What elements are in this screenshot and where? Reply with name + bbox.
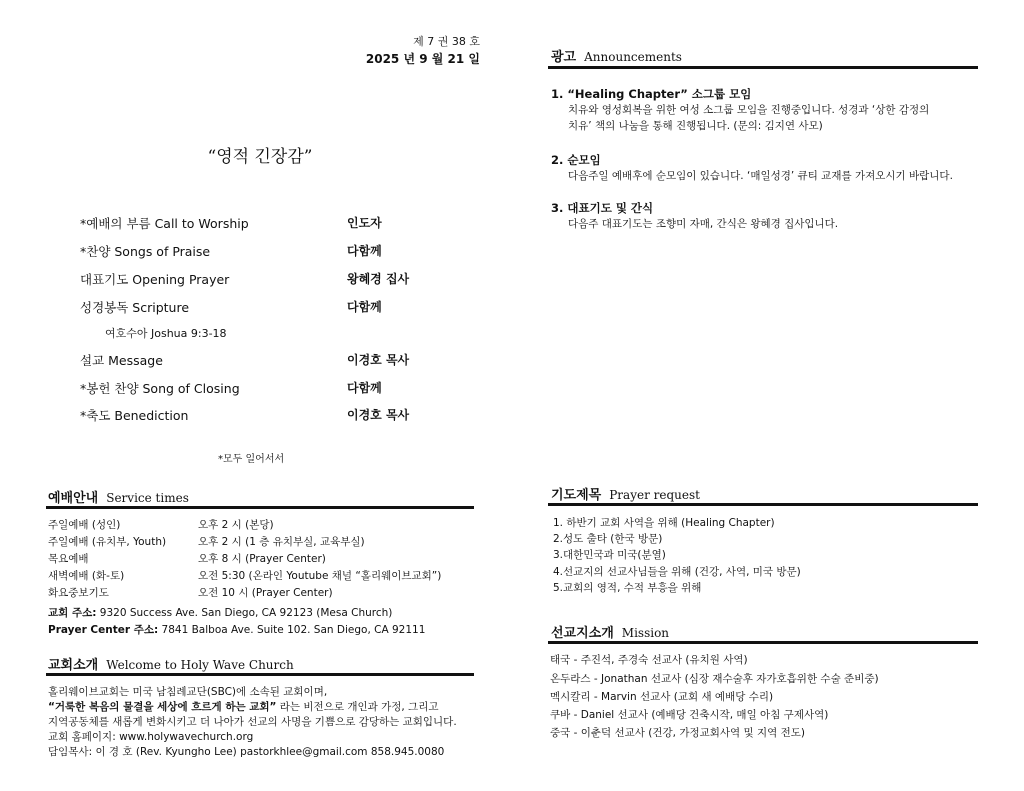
section-divider: [548, 641, 978, 644]
mission-item: 멕시칼리 - Marvin 선교사 (교회 새 예배당 수리): [550, 691, 774, 703]
order-leader: 왕혜경 집사: [347, 272, 410, 286]
mission-item: 중국 - 이춘덕 선교사 (건강, 가정교회사역 및 지역 전도): [550, 727, 806, 739]
order-leader: 인도자: [347, 216, 382, 230]
prayer-request-heading: 기도제목 Prayer request: [551, 488, 700, 503]
order-row-call-to-worship: [80, 214, 500, 234]
order-item: *봉헌 찬양 Song of Closing: [80, 381, 240, 396]
bulletin-page: 제 7 권 38 호 2025 년 9 월 21 일 “영적 긴장감” *예배의 부름 Call to Worship 인도자 *찬양 Songs of Praise 다함께 대표기도 Opening Prayer 왕혜경 집사 성경봉독 Scripture 다함께 여호수아 Joshua 9:3-18 설교 Message 이경호 목사 *봉헌 찬양 Song of Closing 다함께 *축도 Benediction 이경호 목사 *모두 일어서서 예배안내 Service times 주일예배 (성인) 오후 2 시 (본당) 주일예배 (유치부, Youth) 오후 2 시 (1 층 유치부실, 교육부실) 목요예배 오후 8 시 (Prayer Center) 새벽예배 (화-토) 오전 5:30 (온라인 Youtube 채널 “홀리웨이브교회”) 화요중보기도 오전 10 시 (Prayer Center) 교회 주소: 9320 Success Ave. San Diego, CA 92123 (Mesa Church) Prayer Center 주소: 7841 Balboa Ave. Suite 102. San Diego, CA 92111 교회소개 Welcome to Holy Wave Church 홀리웨이브교회는 미국 남침례교단(SBC)에 소속된 교회이며, “거룩한 복음의 물결을 세상에 흐르게 하는 교회” 라는 비전으로 개인과 가정, 그리고 지역공동체를 새롭게 변화시키고 더 나아가 선교의 사명을 기쁨으로 감당하는 교회입니다. 교회 홈페이지: www.holywavechurch.org 담임목사: 이 경 호 (Rev. Kyungho Lee) pastorkhlee@gmail.com 858.945.0080 광고 Announcements 1. “Healing Chapter” 소그룹 모임 치유와 영성회복을 위한 여성 소그룹 모임을 진행중입니다. 성경과 ‘상한 감정의 치유’ 책의 나눔을 통해 진행됩니다. (문의: 김지연 사모) 2. 순모임 다음주일 예배후에 순모임이 있습니다. ‘매일성경’ 큐티 교재를 가져오시기 바랍니다. 3. 대표기도 및 간식 다음주 대표기도는 조향미 자매, 간식은 왕혜경 집사입니다. 기도제목 Prayer request 1. 하반기 교회 사역을 위해 (Healing Chapter) 2.성도 출타 (한국 방문) 3.대한민국과 미국(분열) 4.선교지의 선교사님들을 위해 (건강, 사역, 미국 방문) 5.교회의 영적, 수적 부흥을 위해 선교지소개 Mission 태국 - 주진석, 주경숙 선교사 (유치원 사역) 온두라스 - Jonathan 선교사 (심장 재수술후 자가호흡위한 수술 준비중) 멕시칼리 - Marvin 선교사 (교회 새 예배당 수리) 쿠바 - Daniel 선교사 (예배당 건축시작, 매일 아침 구제사역) 중국 - 이춘덕 선교사 (건강, 가정교회사역 및 지역 전도): [0, 0, 1024, 791]
announcement-title: 3. 대표기도 및 간식: [551, 201, 654, 215]
announcement-body: 치유와 영성회복을 위한 여성 소그룹 모임을 진행중입니다. 성경과 ‘상한 감정의 치유’ 책의 나눔을 통해 진행됩니다. (문의: 김지연 사모): [568, 104, 930, 132]
order-leader: 다함께: [347, 244, 382, 258]
homepage-link[interactable]: 교회 홈페이지: www.holywavechurch.org: [48, 731, 254, 743]
welcome-line: 홀리웨이브교회는 미국 남침례교단(SBC)에 소속된 교회이며,: [48, 686, 328, 698]
pastor-contact: 담임목사: 이 경 호 (Rev. Kyungho Lee) pastorkhlee@gmail.com 858.945.0080: [48, 746, 445, 758]
issue-volume: 제 7 권 38 호: [413, 35, 480, 48]
prayer-item: 1. 하반기 교회 사역을 위해 (Healing Chapter): [553, 517, 775, 529]
section-divider: [548, 503, 978, 506]
order-row-songs-of-praise: [80, 242, 500, 262]
order-row-scripture: [80, 298, 500, 318]
scripture-reference: 여호수아 Joshua 9:3-18: [105, 327, 227, 340]
announcement-title: 1. “Healing Chapter” 소그룹 모임: [551, 87, 752, 101]
service-times-heading: 예배안내 Service times: [48, 491, 189, 506]
order-row-opening-prayer: [80, 270, 500, 290]
section-divider: [46, 673, 474, 676]
prayer-item: 2.성도 출타 (한국 방문): [553, 533, 663, 545]
section-divider: [46, 506, 474, 509]
order-row-benediction: [80, 406, 500, 426]
sermon-theme: “영적 긴장감”: [207, 147, 313, 167]
mission-heading: 선교지소개 Mission: [551, 626, 670, 641]
order-leader: 다함께: [347, 381, 382, 395]
announcement-body: 다음주 대표기도는 조향미 자매, 간식은 왕혜경 집사입니다.: [568, 218, 839, 230]
issue-date: 2025 년 9 월 21 일: [365, 52, 480, 66]
announcement-title: 2. 순모임: [551, 153, 601, 167]
order-leader: 이경호 목사: [347, 408, 410, 422]
order-item: *찬양 Songs of Praise: [80, 244, 211, 259]
welcome-heading: 교회소개 Welcome to Holy Wave Church: [48, 658, 294, 673]
standing-note: *모두 일어서서: [218, 454, 285, 465]
welcome-vision: “거룩한 복음의 물결을 세상에 흐르게 하는 교회” 라는 비전으로 개인과 가정, 그리고: [48, 701, 439, 713]
order-item: *축도 Benediction: [80, 408, 189, 423]
announcements-heading: 광고 Announcements: [551, 50, 682, 65]
mission-item: 온두라스 - Jonathan 선교사 (심장 재수술후 자가호흡위한 수술 준비중): [550, 673, 879, 685]
church-address: 교회 주소: 9320 Success Ave. San Diego, CA 92123 (Mesa Church): [48, 607, 393, 619]
order-item: *예배의 부름 Call to Worship: [80, 216, 249, 231]
prayer-item: 3.대한민국과 미국(분열): [553, 549, 666, 561]
mission-item: 태국 - 주진석, 주경숙 선교사 (유치원 사역): [550, 654, 748, 666]
section-divider: [548, 66, 978, 69]
order-item: 대표기도 Opening Prayer: [80, 272, 230, 287]
prayer-item: 5.교회의 영적, 수적 부흥을 위해: [553, 582, 702, 594]
mission-item: 쿠바 - Daniel 선교사 (예배당 건축시작, 매일 아침 구제사역): [550, 709, 829, 721]
announcement-body: 다음주일 예배후에 순모임이 있습니다. ‘매일성경’ 큐티 교재를 가져오시기 바랍니다.: [568, 170, 953, 182]
order-item: 성경봉독 Scripture: [80, 300, 190, 315]
order-row-song-of-closing: [80, 379, 500, 399]
prayer-item: 4.선교지의 선교사님들을 위해 (건강, 사역, 미국 방문): [553, 566, 801, 578]
order-leader: 이경호 목사: [347, 353, 410, 367]
order-leader: 다함께: [347, 300, 382, 314]
order-item: 설교 Message: [80, 353, 163, 368]
prayer-center-address: Prayer Center 주소: 7841 Balboa Ave. Suite 102. San Diego, CA 92111: [48, 624, 426, 636]
welcome-line: 지역공동체를 새롭게 변화시키고 더 나아가 선교의 사명을 기쁨으로 감당하는 교회입니다.: [48, 716, 457, 728]
order-row-message: [80, 351, 500, 371]
